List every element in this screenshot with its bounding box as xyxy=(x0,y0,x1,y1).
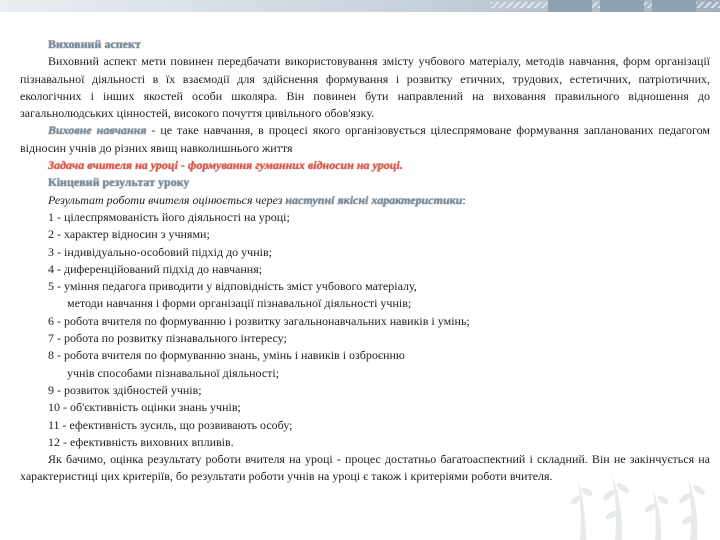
teacher-task-line: Задача вчителя на уроці - формування гуманних відносин на уроці. xyxy=(48,158,403,173)
result-highlight: наступні якісні характеристики xyxy=(285,192,463,207)
criteria-item: 7 - робота по розвитку пізнавального інтересу; xyxy=(48,331,287,346)
result-colon: : xyxy=(462,192,466,207)
criteria-item: 9 - розвиток здібностей учнів; xyxy=(48,382,202,397)
educative-learning-definition: - це таке навчання, в процесі якого організовується цілеспрямоване формування запланованих педагогом відносин учнів до різних явищ навколишнього життя xyxy=(20,123,711,155)
criteria-item-continuation: методи навчання і форми організації пізнавальної діяльності учнів; xyxy=(67,296,412,311)
term-educative-learning: Виховне навчання xyxy=(48,123,147,138)
result-intro-line xyxy=(20,192,710,209)
criteria-item: 10 - об'єктивність оцінки знань учнів; xyxy=(48,400,241,415)
top-decorative-bar xyxy=(0,0,720,16)
criteria-item: 2 - характер відносин з учнями; xyxy=(48,227,210,242)
criteria-item: 12 - ефективність виховних впливів. xyxy=(48,434,234,449)
paragraph-educative-learning xyxy=(20,122,710,157)
criteria-item: 1 - цілеспрямованість його діяльності на уроці; xyxy=(48,209,290,224)
criteria-item: 5 - уміння педагога приводити у відповідність зміст учбового матеріалу, xyxy=(48,279,417,294)
criteria-item: 8 - робота вчителя по формуванню знань, умінь і навиків і озброєнню xyxy=(48,348,405,363)
criteria-item: 6 - робота вчителя по формуванню і розвитку загальнонавчальних навиків і умінь; xyxy=(48,313,470,328)
heading-lesson-result: Кінцевий результат уроку xyxy=(48,175,190,190)
heading-educational-aspect: Виховний аспект xyxy=(48,37,141,51)
paragraph-educational-aspect: Виховний аспект мети повинен передбачати використовування змісту учбового матеріалу, методів навчання, форм організації пізнавальної діяльності в їх взаємодії для здійснення формування і розвитку етичних, трудових, естетичних, патріотичних, екологічних і інших якостей особи школяра. Він повинен бути направлений на виховання правильного відношення до загальнолюдських цінностей, високого почуття цивільного обов'язку. xyxy=(20,54,710,121)
criteria-item: 3 - індивідуально-особовий підхід до учнів; xyxy=(48,244,272,259)
result-intro-text: Результат роботи вчителя оцінюється через xyxy=(48,192,286,207)
top-tab-3 xyxy=(652,0,696,12)
document-body xyxy=(20,36,710,486)
top-tab-2 xyxy=(600,0,644,12)
criteria-item: 4 - диференційований підхід до навчання; xyxy=(48,261,263,276)
criteria-list xyxy=(20,209,710,451)
criteria-item: 11 - ефективність зусиль, що розвивають особу; xyxy=(48,417,293,432)
top-tab-1 xyxy=(548,0,592,12)
conclusion-paragraph: Як бачимо, оцінка результату роботи вчителя на уроці - процес достатньо багатоаспектний і складний. Він не закінчується на характеристиці цих критеріїв, бо результати роботи учнів на уроці є також і критеріями роботи вчителя. xyxy=(20,452,710,484)
criteria-item-continuation: учнів способами пізнавальної діяльності; xyxy=(67,365,280,380)
